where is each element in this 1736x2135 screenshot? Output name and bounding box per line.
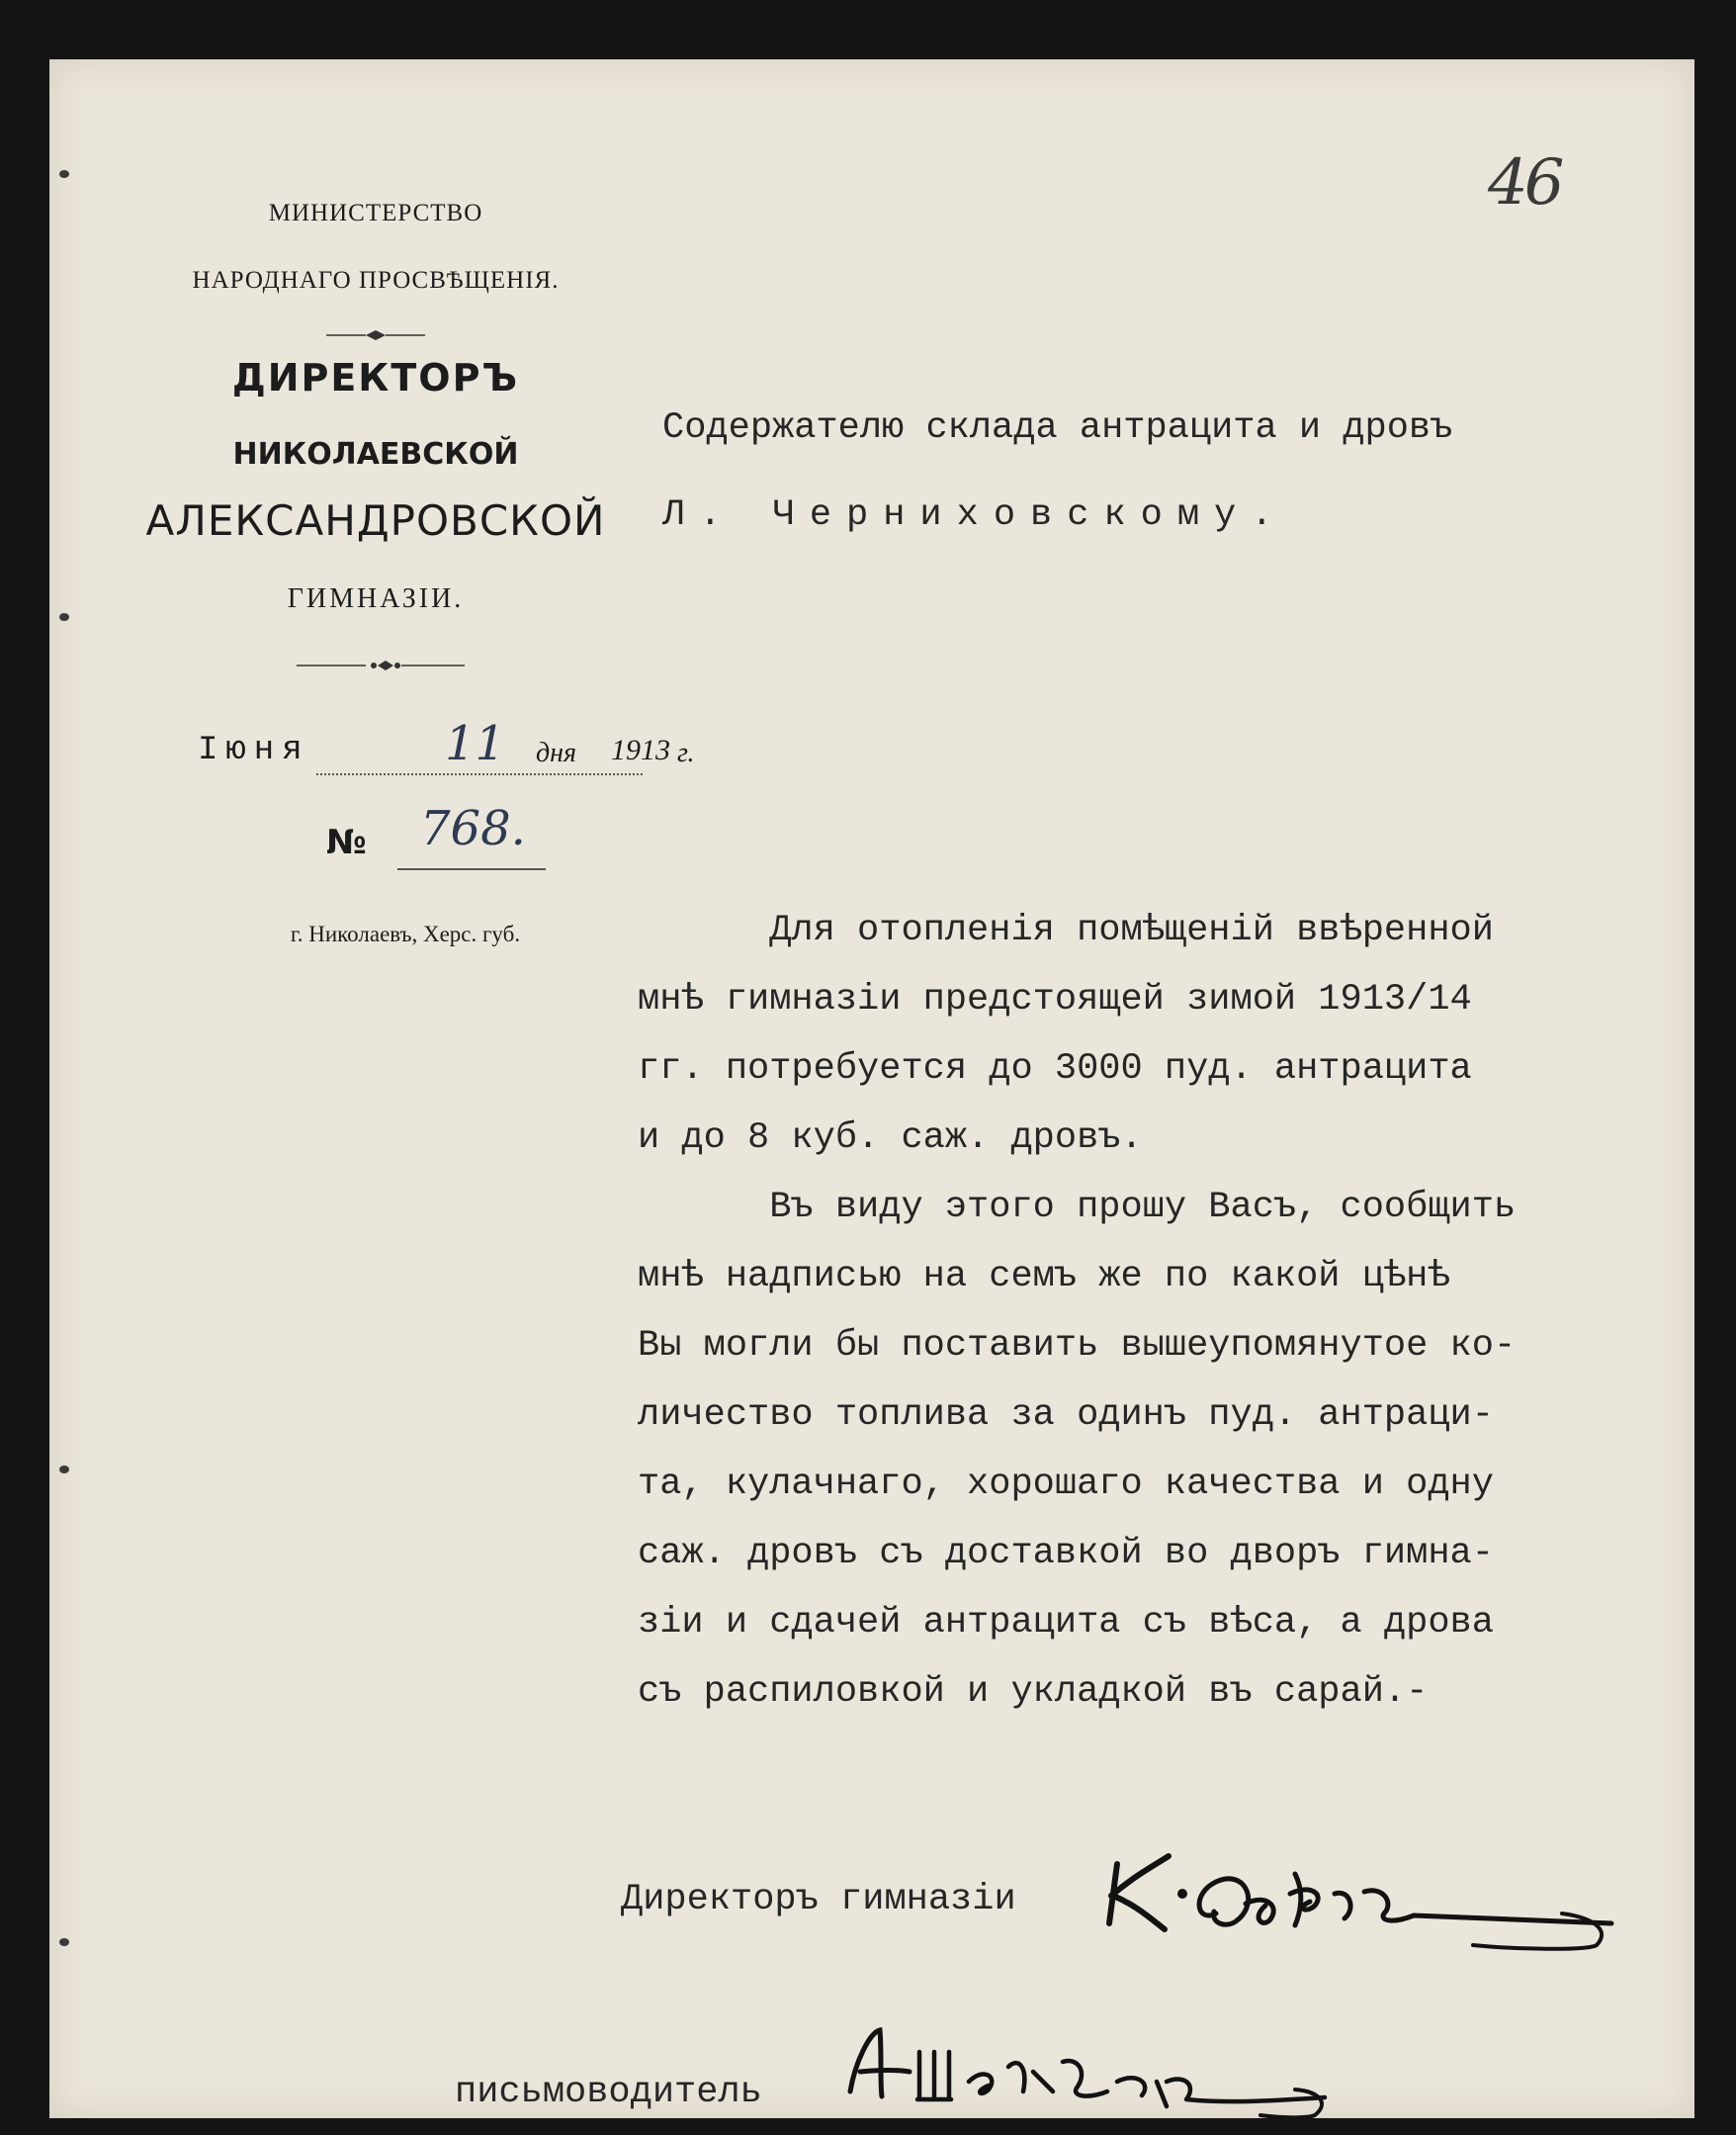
- letter-number: [277, 803, 573, 872]
- body-line: Вы могли бы поставить вышеупомянутое ко-: [638, 1325, 1517, 1367]
- letterhead-director: ДИРЕКТОРЪ: [231, 356, 520, 400]
- body-line: зіи и сдачей антрацита съ вѣса, а дрова: [638, 1602, 1494, 1644]
- number-value-handwritten: 768.: [420, 801, 526, 856]
- punch-hole: [59, 1938, 69, 1946]
- letterhead-school-line2: АЛЕКСАНДРОВСКОЙ: [145, 496, 606, 545]
- letterhead-school-line1: НИКОЛАЕВСКОЙ: [232, 437, 519, 472]
- date-day-handwritten: 11: [445, 716, 506, 771]
- body-line: Для отопленія помѣщеній ввѣренной: [638, 910, 1494, 951]
- body-line: личество топлива за одинъ пуд. антраци-: [638, 1394, 1494, 1436]
- date-underline: [316, 773, 643, 775]
- punch-hole: [59, 613, 69, 621]
- number-underline: [397, 868, 546, 870]
- ornament-divider: [326, 328, 425, 342]
- director-signature: [1097, 1834, 1651, 1953]
- letterhead-ministry: МИНИСТЕРСТВО: [268, 200, 483, 226]
- number-sign: №: [326, 823, 367, 862]
- archive-page-number: 46: [1488, 146, 1561, 220]
- addressee-line1: Содержателю склада антрацита и дровъ: [662, 407, 1453, 449]
- body-line: та, кулачнаго, хорошаго качества и одну: [638, 1464, 1494, 1505]
- punch-hole: [59, 1466, 69, 1473]
- ornament-divider: [297, 659, 465, 672]
- letterhead-city: г. Николаевъ, Херс. губ.: [290, 922, 521, 946]
- letterhead-department: НАРОДНАГО ПРОСВѢЩЕНІЯ.: [192, 267, 560, 294]
- date-month: Іюня: [198, 732, 310, 769]
- body-line: мнѣ гимназіи предстоящей зимой 1913/14: [638, 979, 1472, 1021]
- clerk-signature: [811, 2012, 1384, 2121]
- date-year-suffix: г.: [677, 738, 695, 768]
- body-line: гг. потребуется до 3000 пуд. антрацита: [638, 1048, 1472, 1090]
- clerk-label: письмоводитель: [455, 2072, 762, 2113]
- body-line: мнѣ надписью на семъ же по какой цѣнѣ: [638, 1256, 1450, 1297]
- body-line: съ распиловкой и укладкой въ сарай.-: [638, 1671, 1429, 1713]
- punch-hole: [59, 170, 69, 178]
- date-word: дня: [536, 738, 577, 768]
- signature-label: Директоръ гимназіи: [621, 1879, 1016, 1920]
- addressee-line2: Л. Черниховскому.: [662, 494, 1288, 536]
- letter-date: [148, 716, 695, 783]
- body-line: Въ виду этого прошу Васъ, сообщить: [638, 1187, 1517, 1228]
- body-line: и до 8 куб. саж. дровъ.: [638, 1117, 1143, 1159]
- document-sheet: [49, 59, 1694, 2118]
- letterhead-school-line3: ГИМНАЗІИ.: [287, 583, 465, 614]
- body-line: саж. дровъ съ доставкой во дворъ гимна-: [638, 1533, 1494, 1574]
- date-year: 1913: [611, 734, 670, 766]
